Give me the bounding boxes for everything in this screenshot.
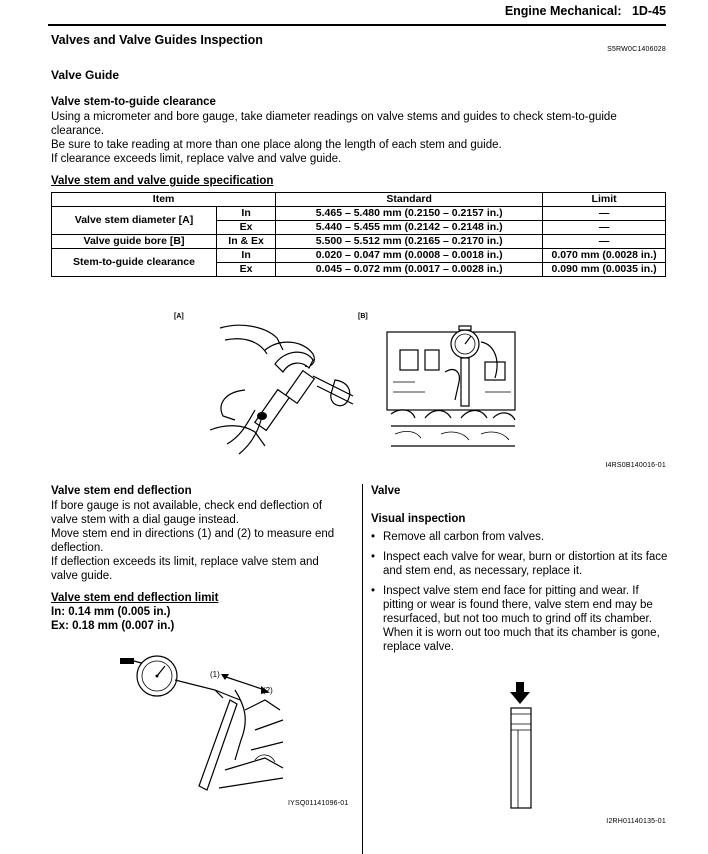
clearance-line: If clearance exceeds limit, replace valve and valve guide. bbox=[51, 153, 342, 165]
deflection-limit-ex: Ex: 0.18 mm (0.007 in.) bbox=[51, 620, 175, 632]
figure-deflection-code: IYSQ01141096-01 bbox=[288, 800, 349, 807]
table-cell-item: Valve stem diameter [A] bbox=[52, 207, 217, 235]
table-cell-standard: 5.500 – 5.512 mm (0.2165 – 0.2170 in.) bbox=[276, 235, 543, 249]
table-cell-item: Stem-to-guide clearance bbox=[52, 249, 217, 277]
page-header bbox=[505, 4, 666, 18]
deflection-line: valve guide. bbox=[51, 570, 113, 582]
table-cell-limit: — bbox=[543, 207, 666, 221]
clearance-line: Using a micrometer and bore gauge, take diameter readings on valve stems and guides to check stem-to-guide bbox=[51, 111, 617, 123]
table-cell-limit: — bbox=[543, 221, 666, 235]
table-cell-limit: 0.070 mm (0.0028 in.) bbox=[543, 249, 666, 263]
table-cell-standard: 5.440 – 5.455 mm (0.2142 – 0.2148 in.) bbox=[276, 221, 543, 235]
clearance-heading: Valve stem-to-guide clearance bbox=[51, 96, 216, 108]
spec-table-heading: Valve stem and valve guide specification bbox=[51, 175, 274, 187]
figure1-code: I4RS0B140016-01 bbox=[605, 462, 666, 469]
column-divider bbox=[362, 484, 363, 854]
clearance-text bbox=[51, 110, 671, 166]
deflection-limit-in: In: 0.14 mm (0.005 in.) bbox=[51, 606, 171, 618]
deflection-line: deflection. bbox=[51, 542, 104, 554]
valve-guide-heading: Valve Guide bbox=[51, 68, 120, 82]
valve-stem-illustration bbox=[498, 680, 548, 810]
table-row bbox=[52, 207, 666, 221]
table-row bbox=[52, 249, 666, 263]
table-header-cell: Standard bbox=[276, 193, 543, 207]
table-cell-sub: In bbox=[217, 249, 276, 263]
header-title: Engine Mechanical: bbox=[504, 4, 622, 18]
clearance-line: clearance. bbox=[51, 125, 105, 137]
valve-heading: Valve bbox=[371, 485, 401, 497]
direction-label-2: (2) bbox=[263, 686, 273, 695]
section-code: S5RW0C1406028 bbox=[607, 46, 666, 53]
figure-valve-code: I2RH01140135-01 bbox=[606, 818, 666, 825]
deflection-line: Move stem end in directions (1) and (2) to measure end bbox=[51, 528, 335, 540]
bore-gauge-illustration bbox=[385, 322, 520, 462]
figure-label-b: [B] bbox=[358, 313, 368, 320]
deflection-line: If bore gauge is not available, check end deflection of bbox=[51, 500, 323, 512]
spec-table bbox=[51, 192, 666, 277]
table-cell-sub: In & Ex bbox=[217, 235, 276, 249]
table-header-cell: Limit bbox=[543, 193, 666, 207]
table-header-cell: Item bbox=[52, 193, 276, 207]
table-row bbox=[52, 235, 666, 249]
direction-label-1: (1) bbox=[210, 670, 220, 679]
table-cell-standard: 0.020 – 0.047 mm (0.0008 – 0.0018 in.) bbox=[276, 249, 543, 263]
dial-gauge-illustration bbox=[115, 650, 285, 800]
list-item: • Inspect each valve for wear, burn or distortion at its face and stem end, as necessary, replace it. bbox=[371, 550, 671, 578]
list-item: • Inspect valve stem end face for pitting and wear. If pitting or wear is found there, valve stem end may be resurfaced, but not too much to grind off its chamber. When it is worn out too much that its chamber is gone, replace valve. bbox=[371, 584, 671, 654]
table-cell-sub: Ex bbox=[217, 263, 276, 277]
table-cell-standard: 5.465 – 5.480 mm (0.2150 – 0.2157 in.) bbox=[276, 207, 543, 221]
header-rule bbox=[48, 24, 666, 26]
table-cell-limit: 0.090 mm (0.0035 in.) bbox=[543, 263, 666, 277]
deflection-line: valve stem with a dial gauge instead. bbox=[51, 514, 239, 526]
page-number: 1D-45 bbox=[631, 4, 666, 18]
deflection-heading: Valve stem end deflection bbox=[51, 485, 192, 497]
clearance-line: Be sure to take reading at more than one place along the length of each stem and guide. bbox=[51, 139, 502, 151]
list-item: • Remove all carbon from valves. bbox=[371, 530, 671, 544]
figure-label-a: [A] bbox=[174, 313, 184, 320]
section-title: Valves and Valve Guides Inspection bbox=[51, 33, 263, 47]
table-cell-standard: 0.045 – 0.072 mm (0.0017 – 0.0028 in.) bbox=[276, 263, 543, 277]
visual-inspection-heading: Visual inspection bbox=[371, 513, 466, 525]
table-header-row bbox=[52, 193, 666, 207]
table-cell-limit: — bbox=[543, 235, 666, 249]
table-cell-sub: Ex bbox=[217, 221, 276, 235]
table-cell-item: Valve guide bore [B] bbox=[52, 235, 217, 249]
table-cell-sub: In bbox=[217, 207, 276, 221]
deflection-line: If deflection exceeds its limit, replace valve stem and bbox=[51, 556, 319, 568]
deflection-text bbox=[51, 499, 356, 583]
deflection-limit-heading: Valve stem end deflection limit bbox=[51, 592, 219, 604]
micrometer-illustration bbox=[205, 320, 355, 460]
inspection-list bbox=[371, 530, 671, 660]
